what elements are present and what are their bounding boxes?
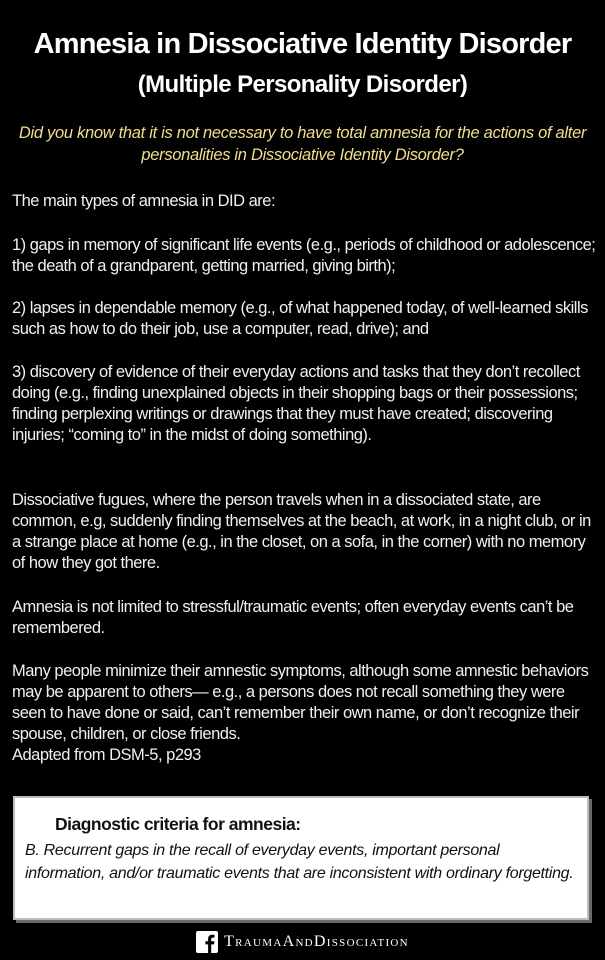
criteria-box (13, 796, 589, 920)
intro-question: Did you know that it is not necessary to have total amnesia for the actions of alter personalities in Dissociative Identity Disorder? (18, 124, 587, 164)
criteria-text: B. Recurrent gaps in the recall of everyday events, important personal information, and/or traumatic events that are inconsistent with ordinary forgetting. (25, 842, 574, 882)
paragraph-intro: The main types of amnesia in DID are: (12, 192, 276, 210)
footer-brand[interactable] (0, 929, 605, 955)
paragraph-everyday: Amnesia is not limited to stressful/traumatic events; often everyday events can’t be remembered. (12, 598, 574, 637)
paragraph-type-2: 2) lapses in dependable memory (e.g., of what happened today, of well-learned skills such as how to do their job, use a computer, read, drive); and (12, 299, 588, 338)
paragraph-fugues: Dissociative fugues, where the person travels when in a dissociated state, are common, e.g, suddenly finding themselves at the beach, at work, in a night club, or in a strange place at home (e.g., in the closet, on a sofa, in the corner) with no memory of how they got there. (12, 491, 591, 572)
facebook-icon (196, 931, 218, 953)
paragraph-minimize (12, 661, 596, 766)
criteria-heading: Diagnostic criteria for amnesia: (55, 814, 301, 834)
paragraph-type-3: 3) discovery of evidence of their everyday actions and tasks that they don’t recollect doing (e.g., finding unexplained objects in their shopping bags or their possessions; finding perplexing writings or drawings that they must have created; discovering injuries; “coming to” in the midst of doing something). (12, 363, 580, 444)
paragraph-minimize-text: Many people minimize their amnestic symptoms, although some amnestic behaviors may be apparent to others— e.g., a persons does not recall something they were seen to have done or said, can’t remember their own name, or don’t recognize their spouse, children, or close friends. (12, 662, 589, 743)
source-citation: Adapted from DSM-5, p293 (12, 746, 201, 764)
page-title: Amnesia in Dissociative Identity Disorder (33, 28, 572, 60)
footer-brand-name: TraumaAndDissociation (224, 933, 409, 950)
paragraph-type-1: 1) gaps in memory of significant life events (e.g., periods of childhood or adolescence; the death of a grandparent, getting married, giving birth); (12, 236, 596, 275)
page-subtitle: (Multiple Personality Disorder) (137, 71, 468, 98)
